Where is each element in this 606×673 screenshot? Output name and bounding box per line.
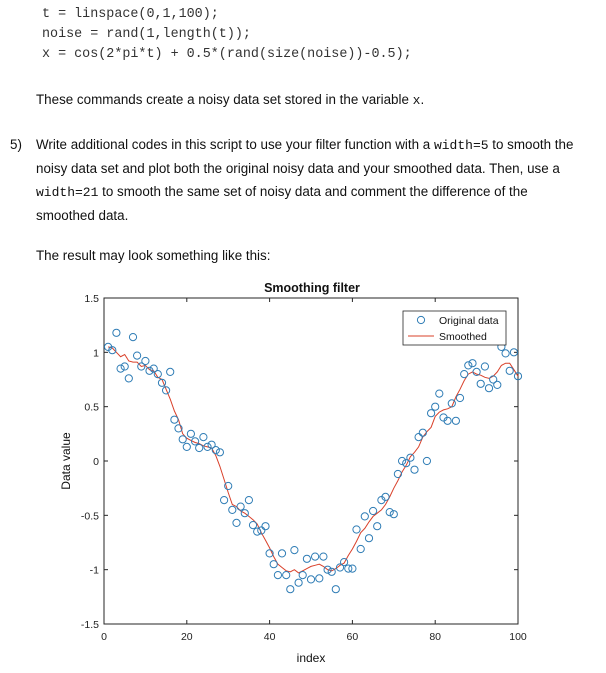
- question-text-3: to smooth the same set of noisy data and comment the difference of the smoothed data.: [36, 184, 528, 223]
- code-line-3: x = cos(2*pi*t) + 0.5*(rand(size(noise))-0.5);: [42, 47, 412, 62]
- y-tick-label: 0: [93, 456, 99, 468]
- y-tick-label: 1.5: [84, 293, 99, 305]
- x-tick-label: 0: [101, 631, 107, 643]
- x-axis-label: index: [296, 651, 326, 665]
- question-number: 5): [10, 137, 22, 152]
- plot-area: [104, 298, 518, 624]
- y-tick-label: -1.5: [80, 619, 99, 631]
- result-caption: The result may look something like this:: [36, 248, 271, 263]
- x-tick-label: 40: [263, 631, 276, 643]
- x-tick-label: 100: [509, 631, 527, 643]
- intro-variable: x: [412, 93, 421, 108]
- code-line-2: noise = rand(1,length(t));: [42, 27, 251, 42]
- chart-title: Smoothing filter: [264, 281, 360, 295]
- legend-label-original: Original data: [439, 315, 499, 327]
- code-line-1: t = linspace(0,1,100);: [42, 7, 219, 22]
- y-tick-label: -1: [89, 564, 99, 577]
- legend-label-smoothed: Smoothed: [439, 331, 487, 343]
- question-text-1: Write additional codes in this script to use your filter function with a: [36, 137, 434, 152]
- question-code-width21: width=21: [36, 185, 99, 200]
- question-text-2: to smooth the noisy data set and plot both the original noisy data and your smoothed data. Then, use a: [36, 137, 574, 176]
- x-tick-label: 60: [346, 631, 359, 643]
- y-tick-label: -0.5: [80, 510, 99, 523]
- y-axis-label: Data value: [59, 432, 73, 490]
- intro-text: These commands create a noisy data set stored in the variable: [36, 92, 413, 107]
- legend: [403, 311, 506, 345]
- x-tick-label: 20: [180, 631, 193, 643]
- question-code-width5: width=5: [433, 138, 489, 153]
- y-tick-label: 1: [93, 347, 99, 360]
- y-tick-label: 0.5: [84, 401, 99, 414]
- intro-period: .: [420, 92, 425, 107]
- x-tick-label: 80: [429, 631, 442, 643]
